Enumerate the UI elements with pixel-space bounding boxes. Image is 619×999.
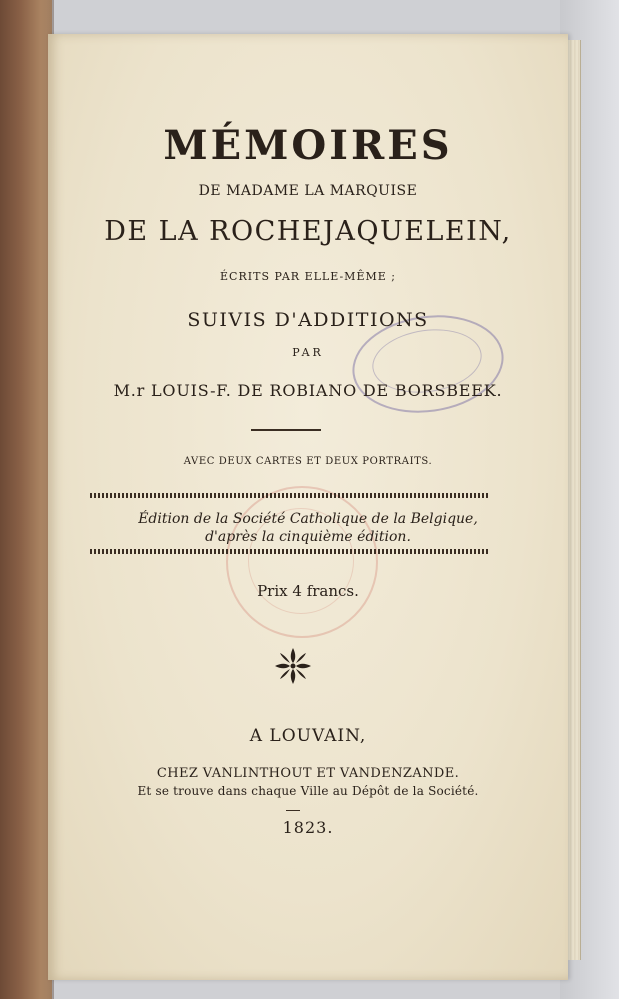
maps-portraits-line: AVEC DEUX CARTES ET DEUX PORTRAITS. — [183, 456, 433, 467]
decorative-rule-bottom — [90, 549, 488, 554]
edition-line-1: Édition de la Société Catholique de la Belgique, — [138, 511, 478, 527]
price: Prix 4 francs. — [257, 582, 359, 600]
edition-note — [48, 510, 568, 546]
publisher-line: CHEZ VANLINTHOUT ET VANDENZANDE. — [156, 766, 460, 781]
distribution-line: Et se trouve dans chaque Ville au Dépôt de la Société. — [137, 784, 479, 798]
divider-rule — [251, 429, 321, 431]
author-name-title: DE LA ROCHEJAQUELEIN, — [104, 216, 512, 247]
editor-name: M.r LOUIS-F. DE ROBIANO DE BORSBEEK. — [113, 381, 503, 400]
written-by-line: ÉCRITS PAR ELLE-MÊME ; — [220, 270, 396, 283]
followed-by-line: SUIVIS D'ADDITIONS — [187, 309, 429, 331]
small-divider — [286, 810, 300, 811]
by-line: PAR — [292, 346, 324, 359]
publication-year: 1823. — [282, 818, 334, 837]
main-title: MÉMOIRES — [163, 122, 453, 169]
place-of-publication: A LOUVAIN, — [249, 726, 367, 746]
subtitle: DE MADAME LA MARQUISE — [198, 183, 418, 199]
edition-line-2: d'après la cinquième édition. — [205, 529, 411, 545]
decorative-rule-top — [90, 493, 488, 498]
fleuron-ornament-icon — [273, 646, 313, 686]
